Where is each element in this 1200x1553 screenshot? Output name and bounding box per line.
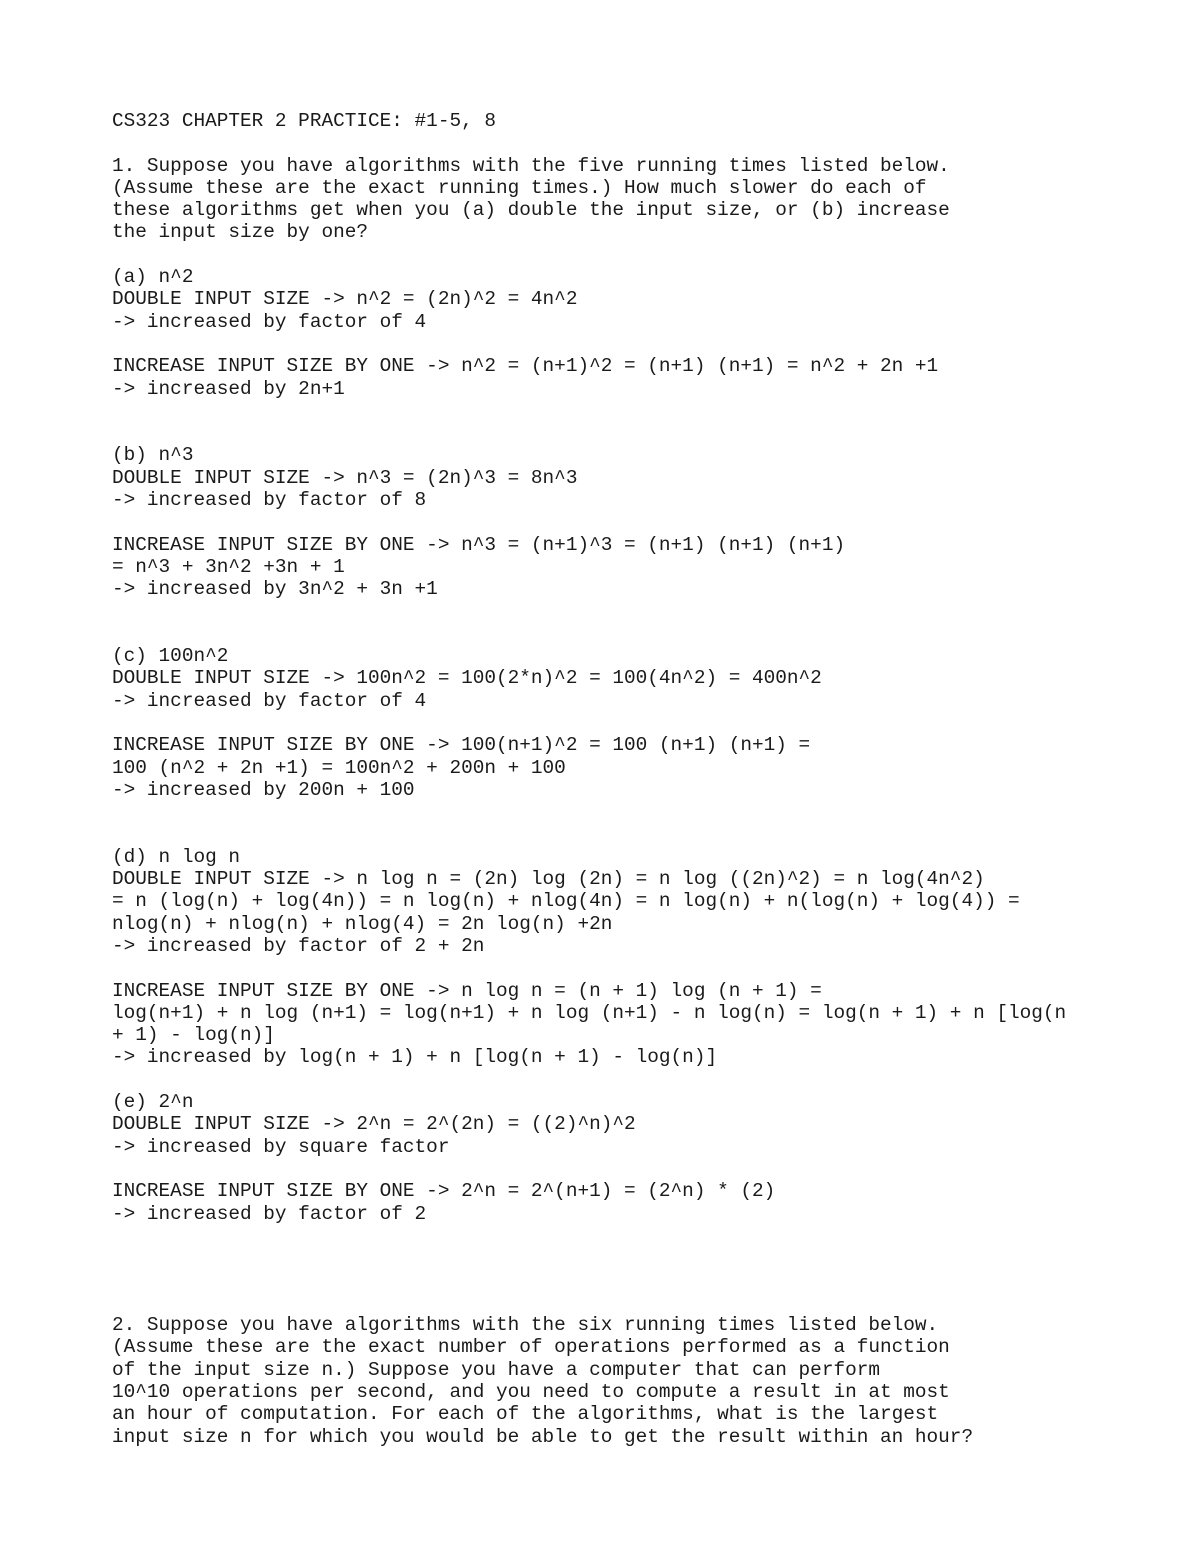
text-line: -> increased by factor of 4 — [112, 310, 427, 333]
text-line: DOUBLE INPUT SIZE -> n^3 = (2n)^3 = 8n^3 — [112, 466, 578, 489]
text-line: (e) 2^n — [112, 1091, 194, 1114]
text-line: of the input size n.) Suppose you have a computer that can perform — [112, 1358, 880, 1381]
text-line: = n^3 + 3n^2 +3n + 1 — [112, 555, 345, 578]
blank-line — [112, 1158, 1112, 1180]
text-line: -> increased by 3n^2 + 3n +1 — [112, 578, 438, 601]
blank-line — [112, 1225, 1112, 1247]
text-line: 10^10 operations per second, and you need to compute a result in at most — [112, 1380, 950, 1403]
blank-line — [112, 422, 1112, 444]
text-line: = n (log(n) + log(4n)) = n log(n) + nlog(4n) = n log(n) + n(log(n) + log(4)) = — [112, 890, 1020, 913]
text-line: INCREASE INPUT SIZE BY ONE -> 2^n = 2^(n+1) = (2^n) * (2) — [112, 1180, 776, 1203]
text-line: -> increased by 200n + 100 — [112, 778, 415, 801]
text-line: DOUBLE INPUT SIZE -> n^2 = (2n)^2 = 4n^2 — [112, 288, 578, 311]
text-line: -> increased by square factor — [112, 1135, 450, 1158]
text-line: input size n for which you would be able to get the result within an hour? — [112, 1425, 974, 1448]
text-line: 100 (n^2 + 2n +1) = 100n^2 + 200n + 100 — [112, 756, 566, 779]
text-line: -> increased by factor of 4 — [112, 689, 427, 712]
blank-line — [112, 400, 1112, 422]
text-line: INCREASE INPUT SIZE BY ONE -> 100(n+1)^2 = 100 (n+1) (n+1) = — [112, 734, 811, 757]
text-line: -> increased by 2n+1 — [112, 377, 345, 400]
text-line: 2. Suppose you have algorithms with the six running times listed below. — [112, 1314, 939, 1337]
blank-line — [112, 1269, 1112, 1291]
text-line: nlog(n) + nlog(n) + nlog(4) = 2n log(n) +2n — [112, 912, 613, 935]
blank-line — [112, 957, 1112, 979]
text-line: (a) n^2 — [112, 266, 194, 289]
text-line: DOUBLE INPUT SIZE -> 100n^2 = 100(2*n)^2 = 100(4n^2) = 400n^2 — [112, 667, 822, 690]
blank-line — [112, 132, 1112, 154]
text-line: -> increased by log(n + 1) + n [log(n + 1) - log(n)] — [112, 1046, 718, 1069]
text-line: (d) n log n — [112, 845, 240, 868]
text-line: + 1) - log(n)] — [112, 1024, 275, 1047]
blank-line — [112, 824, 1112, 846]
text-line: (b) n^3 — [112, 444, 194, 467]
text-line: -> increased by factor of 2 + 2n — [112, 934, 485, 957]
blank-line — [112, 1292, 1112, 1314]
blank-line — [112, 601, 1112, 623]
text-line: -> increased by factor of 8 — [112, 489, 427, 512]
blank-line — [112, 801, 1112, 823]
blank-line — [112, 712, 1112, 734]
text-line: these algorithms get when you (a) double the input size, or (b) increase — [112, 199, 950, 222]
document-title: CS323 CHAPTER 2 PRACTICE: #1-5, 8 — [112, 110, 496, 132]
text-line: the input size by one? — [112, 221, 368, 244]
text-line: -> increased by factor of 2 — [112, 1202, 427, 1225]
text-line: INCREASE INPUT SIZE BY ONE -> n log n = (n + 1) log (n + 1) = — [112, 979, 822, 1002]
blank-line — [112, 333, 1112, 355]
text-line: DOUBLE INPUT SIZE -> n log n = (2n) log (2n) = n log ((2n)^2) = n log(4n^2) — [112, 868, 985, 891]
blank-line — [112, 1247, 1112, 1269]
blank-line — [112, 1069, 1112, 1091]
text-line: (Assume these are the exact number of operations performed as a function — [112, 1336, 950, 1359]
blank-line — [112, 244, 1112, 266]
blank-line — [112, 623, 1112, 645]
text-line: log(n+1) + n log (n+1) = log(n+1) + n log (n+1) - n log(n) = log(n + 1) + n [log(n — [112, 1001, 1067, 1024]
text-line: INCREASE INPUT SIZE BY ONE -> n^3 = (n+1)^3 = (n+1) (n+1) (n+1) — [112, 533, 846, 556]
text-line: (c) 100n^2 — [112, 645, 229, 668]
blank-line — [112, 511, 1112, 533]
text-line: DOUBLE INPUT SIZE -> 2^n = 2^(2n) = ((2)^n)^2 — [112, 1113, 636, 1136]
text-line: INCREASE INPUT SIZE BY ONE -> n^2 = (n+1)^2 = (n+1) (n+1) = n^2 + 2n +1 — [112, 355, 939, 378]
text-line: 1. Suppose you have algorithms with the five running times listed below. — [112, 154, 950, 177]
text-line: an hour of computation. For each of the algorithms, what is the largest — [112, 1403, 939, 1426]
document-body — [112, 110, 1112, 1448]
text-line: (Assume these are the exact running times.) How much slower do each of — [112, 176, 927, 199]
